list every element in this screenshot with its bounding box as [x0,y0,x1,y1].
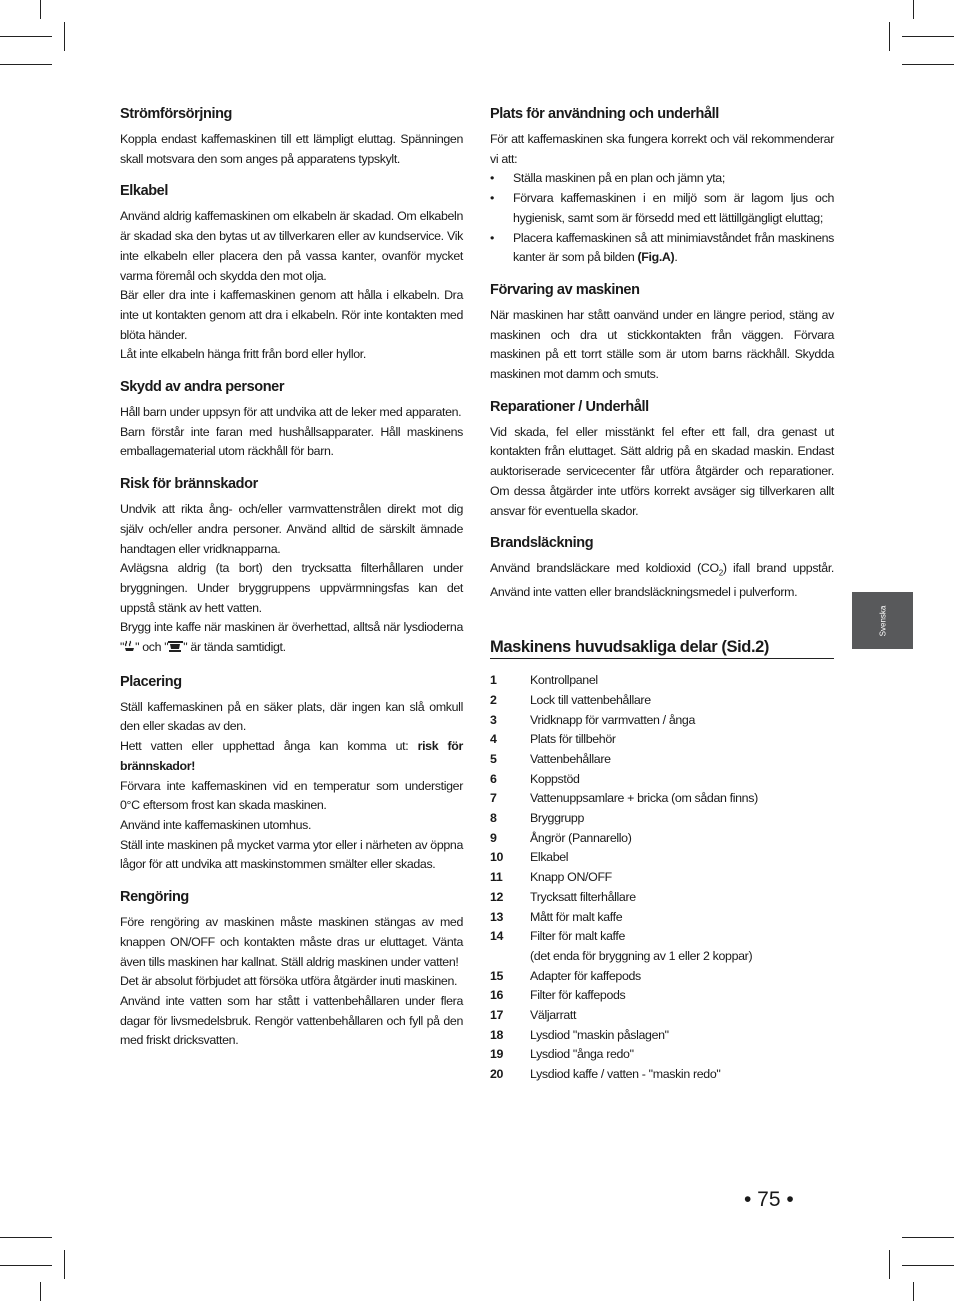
part-label-text: Filter för malt kaffe [530,929,626,944]
crop-mark [0,1265,52,1266]
paragraph: Låt inte elkabeln hänga fritt från bord eller hyllor. [120,347,366,362]
crop-mark [40,1282,41,1301]
paragraph: Vid skada, fel eller misstänkt fel efter ett fall, dra genast ut kontakten från eluttaget. Sätt aldrig på en skadad maskin. Endast auktoriserade servicecenter får utföra åtgärder och reparationer. Om dessa åtgärder inte utförs korrekt avsäger sig tillverkaren allt ansvar för eventuella skador. [490,424,834,518]
crop-mark [0,64,52,65]
list-item [490,229,834,268]
subscript: 2 [718,568,723,578]
parts-section [490,637,834,1085]
section-reparationer [490,397,834,522]
section-plats [490,104,834,268]
paragraph: För att kaffemaskinen ska fungera korrekt och väl rekommenderar vi att: [490,132,834,166]
list-item [490,809,834,829]
part-number: 19 [490,1047,504,1062]
parts-list [490,671,834,1085]
part-label-text: Koppstöd [530,771,580,786]
crop-mark [902,1265,954,1266]
section-heading: Plats för användning och underhåll [490,106,719,122]
crop-mark [0,1237,52,1238]
part-label [530,927,834,966]
list-item [490,1045,834,1065]
part-number: 8 [490,811,497,826]
page-number: • 75 • [744,1188,794,1211]
part-label [530,888,834,908]
section-heading: Skydd av andra personer [120,379,285,396]
section-brandslackning [490,533,834,603]
part-number: 7 [490,791,497,806]
part-label [530,908,834,928]
paragraph: Ställ inte maskinen på mycket varma ytor eller i närheten av öppna lågor för att undvika att maskinstommen smälter eller skadas. [120,837,463,872]
part-label-text: Ångrör (Pannarello) [530,830,632,845]
part-label-text: Lock till vattenbehållare [530,692,651,707]
part-label [530,1026,834,1046]
part-number: 3 [490,712,497,727]
part-label-text: Adapter för kaffepods [530,968,641,983]
part-label-text: Vridknapp för varmvatten / ånga [530,712,696,727]
paragraph: Håll barn under uppsyn för att undvika att de leker med apparaten. [120,405,462,420]
part-label [530,967,834,987]
parts-heading: Maskinens huvudsakliga delar (Sid.2) [490,637,834,659]
paragraph-overheat [120,618,463,659]
warning-bold: risk för brännskador! [120,739,463,773]
part-label [530,1065,834,1085]
crop-mark [889,22,890,51]
list-item: • Förvara kaffemaskinen i en miljö som är lagom ljus och hygienisk, samt som är försedd med ett lättillgängligt eluttag; [490,189,834,228]
part-label-text: Mått för malt kaffe [530,909,623,924]
paragraph: Bär eller dra inte i kaffemaskinen genom att hålla i elkabeln. Dra inte ut kontakten genom att dra i elkabeln. Rör inte kontakten med blöta händer. [120,288,463,342]
list-item [490,1006,834,1026]
part-label [530,809,834,829]
list-item [490,848,834,868]
paragraph: Ställ kaffemaskinen på en säker plats, där ingen kan slå omkull den eller skadas av den. [120,699,463,734]
part-label-text: Trycksatt filterhållare [530,889,636,904]
part-number: 2 [490,692,497,707]
paragraph: Det är absolut förbjudet att försöka utföra åtgärder inuti maskinen. [120,974,458,989]
list-item [490,986,834,1006]
part-label-text: Väljarratt [530,1008,577,1023]
part-number: 17 [490,1008,504,1023]
list-item [490,691,834,711]
part-number: 4 [490,732,497,747]
part-label [530,691,834,711]
section-heading: Förvaring av maskinen [490,281,640,298]
list-item [490,789,834,809]
crop-mark [64,1250,65,1279]
section-placering [120,672,463,875]
crop-mark [902,36,954,37]
part-label-text: Lysdiod "ånga redo" [530,1047,634,1062]
list-item [490,967,834,987]
text: ) ifall brand uppstår. Använd inte vatten eller brandsläckningsmedel i pulverform. [490,561,834,600]
part-number: 13 [490,909,504,924]
part-label [530,671,834,691]
language-label: Svenska [878,605,887,636]
part-number: 15 [490,968,504,983]
language-tab [852,592,913,649]
part-number: 11 [490,870,503,885]
section-elkabel [120,181,463,365]
part-label [530,711,834,731]
section-heading: Elkabel [120,183,168,200]
bullet-list [490,169,834,268]
part-label-text: Vattenuppsamlare + bricka (om sådan finns) [530,791,758,806]
section-heading: Placering [120,673,182,690]
part-label [530,986,834,1006]
paragraph: Före rengöring av maskinen måste maskinen stängas av med knappen ON/OFF och kontakten måste dras ur eluttaget. Vänta även tills maskinen har kallnat. Ställ aldrig maskinen under vatten! [120,915,463,969]
part-label [530,848,834,868]
part-sublabel: (det enda för bryggning av 1 eller 2 koppar) [530,948,753,963]
section-heading: Risk för brännskador [120,476,258,493]
crop-mark [40,0,41,19]
list-item [490,1026,834,1046]
part-label-text: Lysdiod "maskin påslagen" [530,1027,669,1042]
text: . [674,250,678,265]
list-item [490,829,834,849]
part-number: 18 [490,1027,504,1042]
paragraph: Undvik att rikta ång- och/eller varmvattenstrålen direkt mot dig själv och/eller andra personer. Använd alltid de särskilt ämnade handtagen eller vridknapparna. [120,502,463,556]
coffee-cup-icon [168,640,183,660]
crop-mark [902,1237,954,1238]
part-number: 5 [490,751,497,766]
part-label [530,770,834,790]
part-label [530,789,834,809]
part-label-text: Elkabel [530,850,569,865]
paragraph: Använd inte kaffemaskinen utomhus. [120,817,312,832]
section-brannskador [120,474,463,660]
paragraph: Förvara inte kaffemaskinen vid en temperatur som understiger 0°C eftersom frost kan skada maskinen. [120,778,463,813]
part-label-text: Bryggrupp [530,811,585,826]
text: Hett vatten eller upphettad ånga kan komma ut: [120,739,418,754]
crop-mark [64,22,65,51]
text: Använd brandsläckare med koldioxid (CO [490,561,719,576]
section-heading: Strömförsörjning [120,106,233,122]
part-label [530,1045,834,1065]
part-label-text: Filter för kaffepods [530,988,626,1003]
part-label [530,1006,834,1026]
crop-mark [902,64,954,65]
text: Brygg inte kaffe när maskinen är överhettad, alltså när lysdioderna " [120,620,463,655]
paragraph: Barn förstår inte faran med hushållsapparater. Håll maskinens emballagematerial utom räckhåll för barn. [120,424,463,459]
list-item [490,927,834,966]
list-item [490,770,834,790]
section-heading: Brandsläckning [490,535,594,552]
part-label-text: Knapp ON/OFF [530,870,612,885]
left-column [120,104,463,1063]
list-item: • Ställa maskinen på en plan och jämn yta; [490,169,834,189]
part-label-text: Vattenbehållare [530,751,611,766]
paragraph [490,559,834,603]
section-skydd [120,377,463,462]
steam-icon [124,640,135,660]
section-heading: Rengöring [120,889,189,906]
crop-mark [889,1250,890,1279]
figure-ref: (Fig.A) [637,250,675,265]
paragraph: Avlägsna aldrig (ta bort) den trycksatta filterhållaren under bryggningen. Under bryggruppens uppvärmningsfas kan det uppstå stänk av hett vatten. [120,561,463,615]
part-label-text: Kontrollpanel [530,673,598,688]
part-number: 6 [490,771,497,786]
section-rengoring [120,887,463,1051]
crop-mark [913,0,914,19]
right-column [490,104,834,1085]
list-item [490,730,834,750]
list-item [490,888,834,908]
crop-mark [913,1282,914,1301]
text: Placera kaffemaskinen så att minimiavståndet från maskinens kanter är som på bilden [513,230,834,265]
part-label-text: Lysdiod kaffe / vatten - "maskin redo" [530,1067,721,1082]
part-number: 20 [490,1067,504,1082]
paragraph: Koppla endast kaffemaskinen till ett lämpligt eluttag. Spänningen skall motsvara den som anges på apparatens typskylt. [120,132,463,166]
part-number: 1 [490,673,497,688]
section-forvaring [490,280,834,385]
list-item [490,671,834,691]
part-label [530,750,834,770]
crop-mark [0,36,52,37]
part-label [530,730,834,750]
part-label-text: Plats för tillbehör [530,732,616,747]
part-number: 12 [490,889,504,904]
part-number: 14 [490,929,504,944]
paragraph: Använd aldrig kaffemaskinen om elkabeln är skadad. Om elkabeln är skadad ska den bytas ut av tillverkaren eller av kundservice. Vik inte elkabeln eller placera den på vassa kanter, ovanför mycket varma föremål och skydda den mot olja. [120,209,463,283]
paragraph-warning [120,737,463,776]
list-item [490,711,834,731]
part-number: 16 [490,988,504,1003]
paragraph: Använd inte vatten som har stått i vattenbehållaren under flera dagar för livsmedelsbruk. Rengör vattenbehållaren och fyll på den med friskt dricksvatten. [120,993,463,1048]
part-label [530,868,834,888]
list-item [490,1065,834,1085]
text: " och " [135,640,169,655]
list-item [490,908,834,928]
section-heading: Reparationer / Underhåll [490,398,649,415]
list-item [490,750,834,770]
part-label [530,829,834,849]
text: " är tända samtidigt. [183,640,286,655]
section-stromforsorjning [120,104,463,169]
list-item [490,868,834,888]
part-number: 9 [490,830,497,845]
paragraph: När maskinen har stått oanvänd under en längre period, stäng av maskinen och dra ut stickkontakten från väggen. Förvara maskinen på ett torrt ställe som är utom barns räckhåll. Skydda maskinen mot damm och smuts. [490,307,834,382]
part-number: 10 [490,850,504,865]
